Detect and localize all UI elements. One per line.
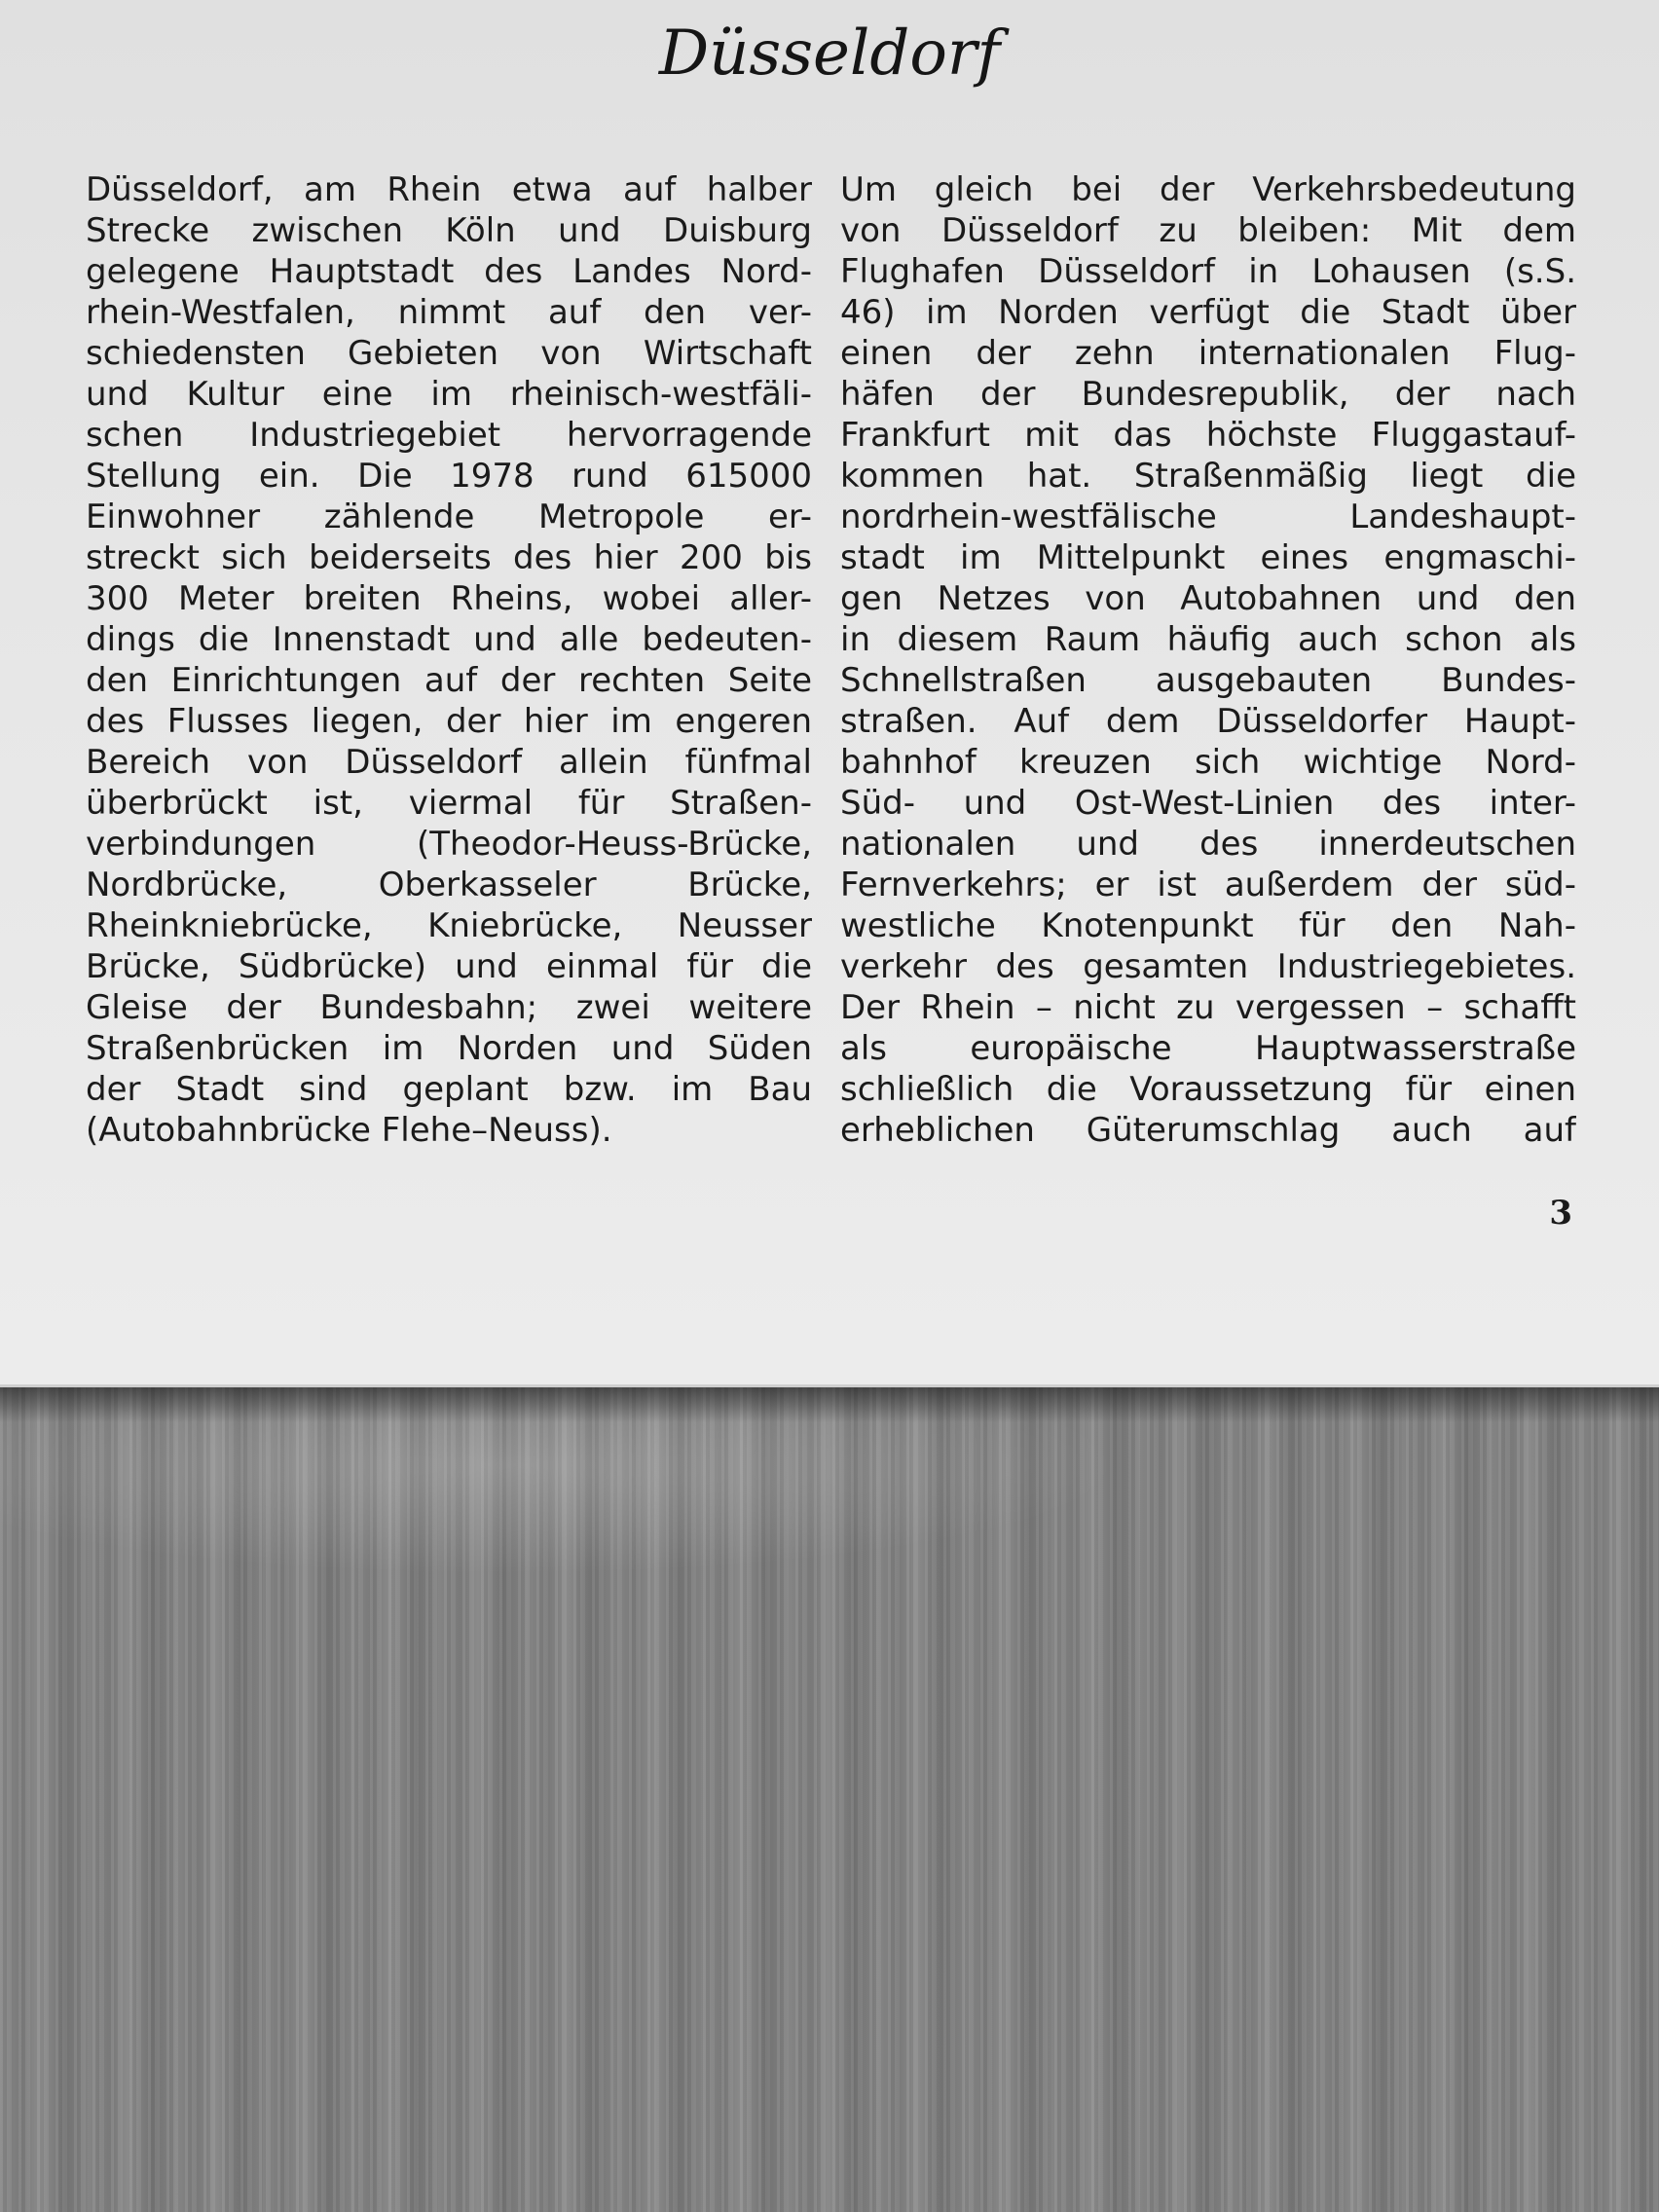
text-line: schiedensten Gebieten von Wirtschaft xyxy=(86,334,812,373)
text-line: den Einrichtungen auf der rechten Seite xyxy=(86,661,812,700)
text-line: kommen hat. Straßenmäßig liegt die xyxy=(840,457,1576,496)
text-line: Frankfurt mit das höchste Fluggastauf- xyxy=(840,416,1576,455)
text-line: des Flusses liegen, der hier im engeren xyxy=(86,702,812,741)
text-line: nationalen und des innerdeutschen xyxy=(840,825,1576,864)
text-line: 46) im Norden verfügt die Stadt über xyxy=(840,293,1576,332)
text-line: Schnellstraßen ausgebauten Bundes- xyxy=(840,661,1576,700)
right-text-column xyxy=(840,169,1576,1151)
text-line: und Kultur eine im rheinisch-westfäli- xyxy=(86,375,812,414)
text-line: straßen. Auf dem Düsseldorfer Haupt- xyxy=(840,702,1576,741)
text-line: westliche Knotenpunkt für den Nah- xyxy=(840,906,1576,945)
page-heading: Düsseldorf xyxy=(658,18,1001,90)
text-line: Fernverkehrs; er ist außerdem der süd- xyxy=(840,866,1576,904)
text-line: nordrhein-westfälische Landeshaupt- xyxy=(840,498,1576,536)
text-line: der Stadt sind geplant bzw. im Bau xyxy=(86,1070,812,1109)
text-line: überbrückt ist, viermal für Straßen- xyxy=(86,784,812,823)
text-line: schen Industriegebiet hervorragende xyxy=(86,416,812,455)
text-line: einen der zehn internationalen Flug- xyxy=(840,334,1576,373)
text-line: als europäische Hauptwasserstraße xyxy=(840,1029,1576,1068)
text-line: (Autobahnbrücke Flehe–Neuss). xyxy=(86,1111,612,1150)
text-line: gelegene Hauptstadt des Landes Nord- xyxy=(86,252,812,291)
text-line: von Düsseldorf zu bleiben: Mit dem xyxy=(840,211,1576,250)
left-text-column xyxy=(86,169,812,1151)
text-line: Süd- und Ost-West-Linien des inter- xyxy=(840,784,1576,823)
text-line: verkehr des gesamten Industriegebietes. xyxy=(840,947,1576,986)
text-line: Der Rhein – nicht zu vergessen – schafft xyxy=(840,988,1576,1027)
text-line: Straßenbrücken im Norden und Süden xyxy=(86,1029,812,1068)
text-line: bahnhof kreuzen sich wichtige Nord- xyxy=(840,743,1576,782)
text-line: stadt im Mittelpunkt eines engmaschi- xyxy=(840,538,1576,577)
text-line: Rheinkniebrücke, Kniebrücke, Neusser xyxy=(86,906,812,945)
text-line: Flughafen Düsseldorf in Lohausen (s.S. xyxy=(840,252,1576,291)
text-line: gen Netzes von Autobahnen und den xyxy=(840,579,1576,618)
text-line: verbindungen (Theodor-Heuss-Brücke, xyxy=(86,825,812,864)
text-line: Stellung ein. Die 1978 rund 615000 xyxy=(86,457,812,496)
text-line: schließlich die Voraussetzung für einen xyxy=(840,1070,1576,1109)
text-line: 300 Meter breiten Rheins, wobei aller- xyxy=(86,579,812,618)
text-line: Nordbrücke, Oberkasseler Brücke, xyxy=(86,866,812,904)
page-edge-shadow xyxy=(0,1387,1659,1422)
text-line: Einwohner zählende Metropole er- xyxy=(86,498,812,536)
text-line: Gleise der Bundesbahn; zwei weitere xyxy=(86,988,812,1027)
text-line: dings die Innenstadt und alle bedeuten- xyxy=(86,620,812,659)
page-number: 3 xyxy=(1549,1194,1572,1233)
text-line: in diesem Raum häufig auch schon als xyxy=(840,620,1576,659)
text-line: streckt sich beiderseits des hier 200 bis xyxy=(86,538,812,577)
text-line: Um gleich bei der Verkehrsbedeutung xyxy=(840,170,1576,209)
text-line: Brücke, Südbrücke) und einmal für die xyxy=(86,947,812,986)
text-line: Düsseldorf, am Rhein etwa auf halber xyxy=(86,170,812,209)
table-light-glare xyxy=(0,1387,1659,1679)
text-line: rhein-Westfalen, nimmt auf den ver- xyxy=(86,293,812,332)
text-line: Bereich von Düsseldorf allein fünfmal xyxy=(86,743,812,782)
text-line: Strecke zwischen Köln und Duisburg xyxy=(86,211,812,250)
text-line: erheblichen Güterumschlag auch auf xyxy=(840,1111,1576,1150)
text-line: häfen der Bundesrepublik, der nach xyxy=(840,375,1576,414)
